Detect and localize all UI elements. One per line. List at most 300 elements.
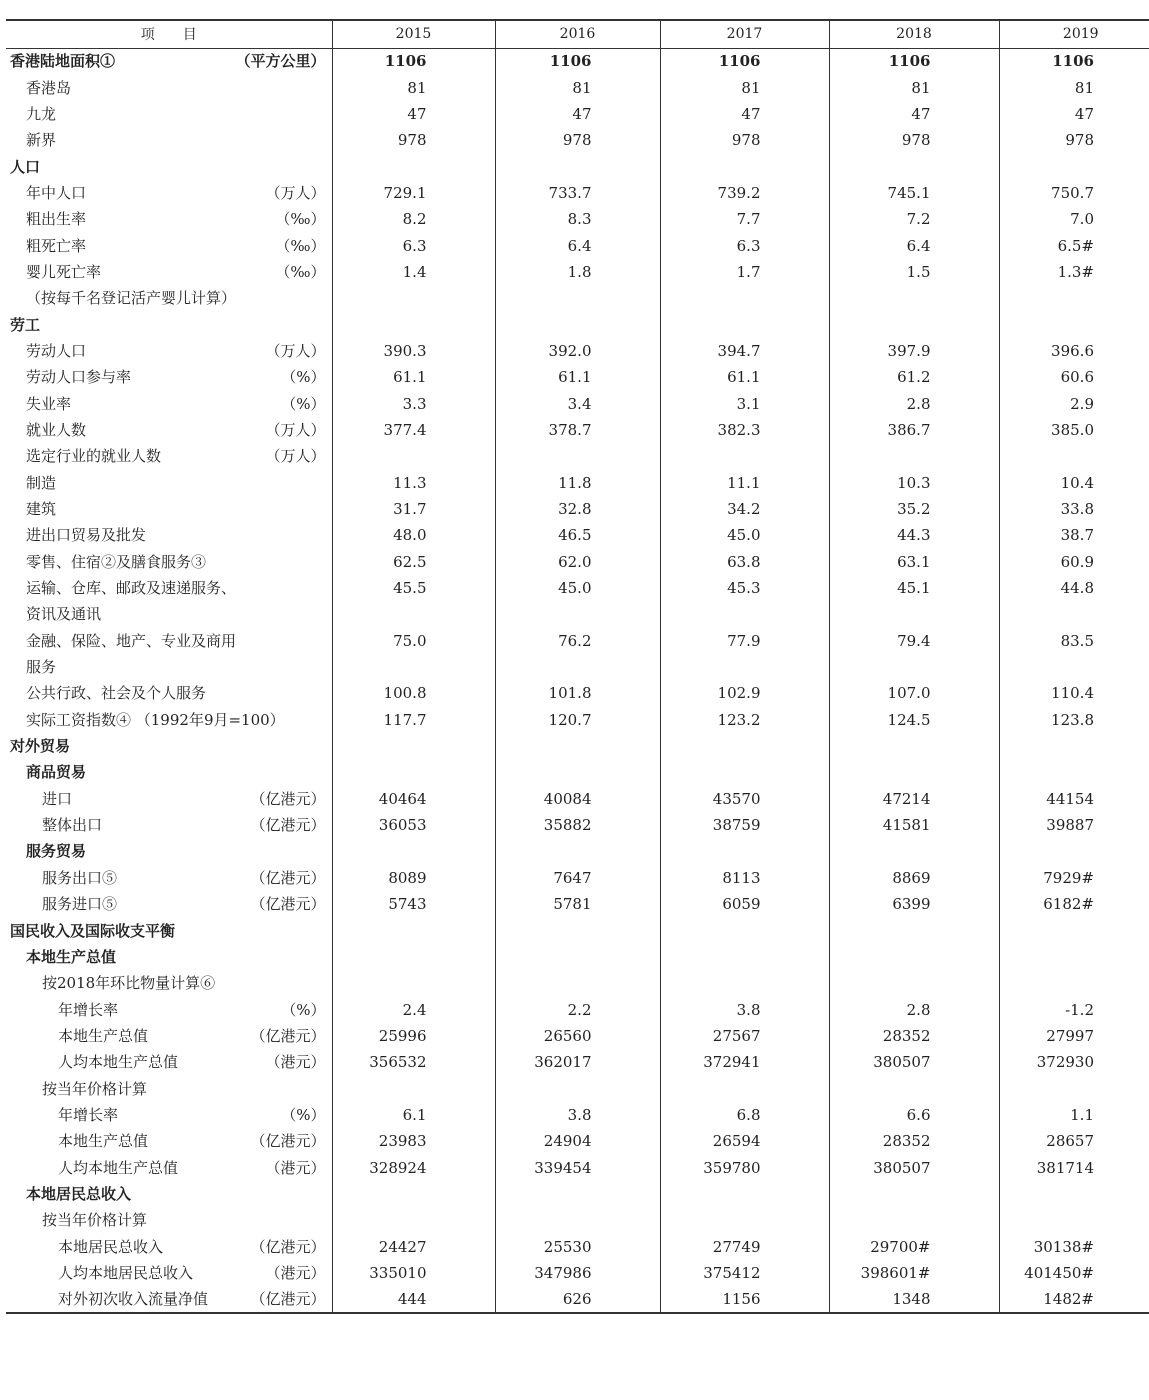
row-label: 人均本地生产总值 <box>58 1158 179 1177</box>
row-label: 按当年价格计算 <box>42 1079 148 1098</box>
value-cell <box>332 1181 495 1207</box>
row-label: 就业人数 <box>26 420 87 439</box>
table-row <box>6 733 1149 759</box>
value-cell <box>829 838 999 864</box>
value-cell: 30138# <box>999 1233 1149 1259</box>
table-row <box>6 74 1149 100</box>
value-cell <box>829 733 999 759</box>
table-row <box>6 232 1149 258</box>
row-label: 人口 <box>10 157 41 176</box>
value-cell <box>495 153 660 179</box>
header-year: 2015 <box>332 20 495 48</box>
value-cell: 978 <box>495 127 660 153</box>
value-cell <box>495 838 660 864</box>
table-row <box>6 1023 1149 1049</box>
value-cell: 6.3 <box>660 232 829 258</box>
table-row <box>6 1075 1149 1101</box>
value-cell: 372941 <box>660 1049 829 1075</box>
table-row <box>6 628 1149 654</box>
row-label: 实际工资指数④ （1992年9月=100） <box>26 710 285 729</box>
value-cell: 61.1 <box>495 364 660 390</box>
value-cell <box>660 1207 829 1233</box>
row-label: 人均本地居民总收入 <box>58 1263 194 1282</box>
row-unit: （万人） <box>265 447 326 466</box>
value-cell <box>829 759 999 785</box>
value-cell: 3.3 <box>332 390 495 416</box>
value-cell <box>999 944 1149 970</box>
row-label-cell <box>6 443 332 469</box>
row-label: 年增长率 <box>58 1000 119 1019</box>
value-cell: 39887 <box>999 812 1149 838</box>
row-unit: （平方公里） <box>235 52 326 71</box>
value-cell: 378.7 <box>495 417 660 443</box>
row-label: 建筑 <box>26 500 57 519</box>
row-label: 制造 <box>26 473 57 492</box>
value-cell <box>999 917 1149 943</box>
value-cell <box>332 153 495 179</box>
value-cell: 8.2 <box>332 206 495 232</box>
row-label: 服务进口⑤ <box>42 895 118 914</box>
value-cell: 62.5 <box>332 549 495 575</box>
table-row <box>6 1181 1149 1207</box>
row-label-cell <box>6 206 332 232</box>
row-label: 运输、仓库、邮政及速递服务、 <box>26 579 237 598</box>
row-label: 进出口贸易及批发 <box>26 526 147 545</box>
table-row <box>6 970 1149 996</box>
value-cell: 2.2 <box>495 996 660 1022</box>
row-label-cell <box>6 549 332 575</box>
value-cell: 398601# <box>829 1260 999 1286</box>
table-row <box>6 891 1149 917</box>
table-row <box>6 285 1149 311</box>
value-cell <box>829 153 999 179</box>
row-label: 商品贸易 <box>26 763 87 782</box>
row-label-cell <box>6 680 332 706</box>
table-row <box>6 601 1149 627</box>
row-label: 对外贸易 <box>10 737 71 756</box>
row-label-cell <box>6 311 332 337</box>
row-label-cell <box>6 1233 332 1259</box>
row-label: 失业率 <box>26 394 72 413</box>
row-label-cell <box>6 390 332 416</box>
value-cell <box>999 285 1149 311</box>
value-cell: 390.3 <box>332 338 495 364</box>
row-unit: （万人） <box>265 183 326 202</box>
value-cell: 81 <box>495 74 660 100</box>
value-cell <box>829 944 999 970</box>
row-label-cell <box>6 338 332 364</box>
value-cell: 35882 <box>495 812 660 838</box>
value-cell: 356532 <box>332 1049 495 1075</box>
value-cell <box>495 944 660 970</box>
row-label: 资讯及通讯 <box>26 605 102 624</box>
value-cell <box>999 1181 1149 1207</box>
row-unit: （%） <box>281 1105 326 1124</box>
table-row <box>6 917 1149 943</box>
value-cell: 33.8 <box>999 496 1149 522</box>
row-label-cell <box>6 707 332 733</box>
value-cell: 1.7 <box>660 259 829 285</box>
value-cell: 40084 <box>495 786 660 812</box>
value-cell <box>495 601 660 627</box>
value-cell: 46.5 <box>495 522 660 548</box>
row-label-cell <box>6 48 332 74</box>
row-label: 服务贸易 <box>26 842 87 861</box>
value-cell: 11.8 <box>495 470 660 496</box>
row-label: 国民收入及国际收支平衡 <box>10 921 176 940</box>
table-row <box>6 575 1149 601</box>
value-cell <box>332 733 495 759</box>
value-cell: 27749 <box>660 1233 829 1259</box>
table-row <box>6 206 1149 232</box>
row-unit: （万人） <box>265 341 326 360</box>
table-row <box>6 48 1149 74</box>
table-row <box>6 838 1149 864</box>
row-label: 年增长率 <box>58 1105 119 1124</box>
value-cell: 107.0 <box>829 680 999 706</box>
value-cell: 745.1 <box>829 180 999 206</box>
row-label: 劳动人口 <box>26 341 87 360</box>
value-cell: 28352 <box>829 1128 999 1154</box>
value-cell: 43570 <box>660 786 829 812</box>
value-cell: 6.5# <box>999 232 1149 258</box>
value-cell: 5781 <box>495 891 660 917</box>
value-cell <box>829 917 999 943</box>
value-cell: 380507 <box>829 1154 999 1180</box>
value-cell: 48.0 <box>332 522 495 548</box>
row-label: 香港岛 <box>26 78 72 97</box>
value-cell: 76.2 <box>495 628 660 654</box>
value-cell <box>829 1181 999 1207</box>
table-row <box>6 390 1149 416</box>
value-cell: 385.0 <box>999 417 1149 443</box>
row-unit: （亿港元） <box>250 789 326 808</box>
row-label-cell <box>6 364 332 390</box>
row-label-cell <box>6 891 332 917</box>
value-cell <box>660 1181 829 1207</box>
value-cell: 3.8 <box>495 1102 660 1128</box>
row-label-cell <box>6 285 332 311</box>
value-cell: 1106 <box>660 48 829 74</box>
value-cell <box>660 601 829 627</box>
row-label: 劳动人口参与率 <box>26 368 132 387</box>
value-cell <box>660 153 829 179</box>
value-cell: 6.6 <box>829 1102 999 1128</box>
value-cell: 47 <box>999 101 1149 127</box>
value-cell: 382.3 <box>660 417 829 443</box>
value-cell <box>495 917 660 943</box>
value-cell: 6.1 <box>332 1102 495 1128</box>
value-cell: -1.2 <box>999 996 1149 1022</box>
value-cell: 444 <box>332 1286 495 1312</box>
value-cell: 377.4 <box>332 417 495 443</box>
value-cell: 1106 <box>999 48 1149 74</box>
value-cell <box>829 601 999 627</box>
value-cell: 339454 <box>495 1154 660 1180</box>
value-cell <box>332 944 495 970</box>
value-cell: 359780 <box>660 1154 829 1180</box>
value-cell: 2.8 <box>829 996 999 1022</box>
value-cell: 47 <box>660 101 829 127</box>
row-unit: （万人） <box>265 420 326 439</box>
value-cell: 32.8 <box>495 496 660 522</box>
table-row <box>6 338 1149 364</box>
value-cell <box>495 759 660 785</box>
value-cell: 978 <box>999 127 1149 153</box>
value-cell: 1.5 <box>829 259 999 285</box>
value-cell: 47 <box>829 101 999 127</box>
table-body <box>6 48 1149 1313</box>
value-cell: 626 <box>495 1286 660 1312</box>
row-label: 人均本地生产总值 <box>58 1053 179 1072</box>
value-cell: 739.2 <box>660 180 829 206</box>
value-cell: 6.3 <box>332 232 495 258</box>
row-unit: （‰） <box>275 210 326 229</box>
row-unit: （港元） <box>265 1158 326 1177</box>
table-row <box>6 311 1149 337</box>
table-row <box>6 417 1149 443</box>
row-unit: （亿港元） <box>250 1132 326 1151</box>
row-unit: （亿港元） <box>250 868 326 887</box>
row-label-cell <box>6 654 332 680</box>
value-cell: 335010 <box>332 1260 495 1286</box>
value-cell: 11.3 <box>332 470 495 496</box>
table-row <box>6 443 1149 469</box>
value-cell: 83.5 <box>999 628 1149 654</box>
value-cell: 75.0 <box>332 628 495 654</box>
row-label-cell <box>6 522 332 548</box>
row-label: 按2018年环比物量计算⑥ <box>42 974 216 993</box>
value-cell: 24427 <box>332 1233 495 1259</box>
row-label-cell <box>6 153 332 179</box>
table-row <box>6 1260 1149 1286</box>
table-row <box>6 180 1149 206</box>
value-cell <box>495 1207 660 1233</box>
value-cell: 110.4 <box>999 680 1149 706</box>
value-cell <box>999 443 1149 469</box>
value-cell: 60.9 <box>999 549 1149 575</box>
header-year: 2019 <box>999 20 1149 48</box>
value-cell: 44154 <box>999 786 1149 812</box>
value-cell <box>495 1075 660 1101</box>
value-cell: 1106 <box>332 48 495 74</box>
value-cell: 47214 <box>829 786 999 812</box>
value-cell <box>332 443 495 469</box>
value-cell: 79.4 <box>829 628 999 654</box>
value-cell: 7929# <box>999 865 1149 891</box>
header-year: 2018 <box>829 20 999 48</box>
value-cell: 380507 <box>829 1049 999 1075</box>
row-label-cell <box>6 759 332 785</box>
value-cell: 1482# <box>999 1286 1149 1312</box>
value-cell <box>999 311 1149 337</box>
row-label-cell <box>6 1023 332 1049</box>
value-cell <box>999 970 1149 996</box>
value-cell: 77.9 <box>660 628 829 654</box>
value-cell: 63.1 <box>829 549 999 575</box>
row-unit: （亿港元） <box>250 1289 326 1308</box>
value-cell: 63.8 <box>660 549 829 575</box>
value-cell: 27997 <box>999 1023 1149 1049</box>
header-year: 2017 <box>660 20 829 48</box>
value-cell <box>332 917 495 943</box>
row-unit: （%） <box>281 394 326 413</box>
value-cell <box>660 311 829 337</box>
value-cell: 123.8 <box>999 707 1149 733</box>
value-cell <box>660 759 829 785</box>
row-label: 按当年价格计算 <box>42 1211 148 1230</box>
value-cell <box>495 443 660 469</box>
value-cell: 6182# <box>999 891 1149 917</box>
value-cell: 34.2 <box>660 496 829 522</box>
value-cell: 47 <box>495 101 660 127</box>
row-label-cell <box>6 601 332 627</box>
value-cell: 31.7 <box>332 496 495 522</box>
row-unit: （亿港元） <box>250 1237 326 1256</box>
value-cell <box>495 970 660 996</box>
value-cell: 26560 <box>495 1023 660 1049</box>
value-cell <box>999 759 1149 785</box>
value-cell: 120.7 <box>495 707 660 733</box>
row-label-cell <box>6 865 332 891</box>
value-cell: 10.3 <box>829 470 999 496</box>
value-cell: 1348 <box>829 1286 999 1312</box>
value-cell: 1.4 <box>332 259 495 285</box>
row-label-cell <box>6 970 332 996</box>
row-label-cell <box>6 101 332 127</box>
value-cell: 24904 <box>495 1128 660 1154</box>
row-label: 服务 <box>26 658 57 677</box>
value-cell: 3.8 <box>660 996 829 1022</box>
value-cell <box>660 654 829 680</box>
row-label-cell <box>6 917 332 943</box>
value-cell <box>829 311 999 337</box>
value-cell <box>829 970 999 996</box>
value-cell: 6.4 <box>829 232 999 258</box>
row-label-cell <box>6 1075 332 1101</box>
value-cell: 396.6 <box>999 338 1149 364</box>
value-cell: 38.7 <box>999 522 1149 548</box>
value-cell: 62.0 <box>495 549 660 575</box>
table-row <box>6 153 1149 179</box>
row-label-cell <box>6 575 332 601</box>
value-cell <box>660 970 829 996</box>
value-cell: 729.1 <box>332 180 495 206</box>
row-label-cell <box>6 1049 332 1075</box>
statistics-table <box>6 19 1149 1314</box>
value-cell: 6399 <box>829 891 999 917</box>
row-label-cell <box>6 180 332 206</box>
value-cell: 45.0 <box>495 575 660 601</box>
row-label: 公共行政、社会及个人服务 <box>26 684 207 703</box>
table-row <box>6 654 1149 680</box>
value-cell: 394.7 <box>660 338 829 364</box>
value-cell <box>495 654 660 680</box>
value-cell: 386.7 <box>829 417 999 443</box>
row-label: 新界 <box>26 131 57 150</box>
row-label: 整体出口 <box>42 816 103 835</box>
value-cell: 101.8 <box>495 680 660 706</box>
header-row <box>6 20 1149 48</box>
table-row <box>6 1154 1149 1180</box>
row-label-cell <box>6 1154 332 1180</box>
table-row <box>6 1128 1149 1154</box>
table-row <box>6 549 1149 575</box>
value-cell: 1.1 <box>999 1102 1149 1128</box>
row-label-cell <box>6 838 332 864</box>
row-label-cell <box>6 1207 332 1233</box>
value-cell: 3.4 <box>495 390 660 416</box>
value-cell: 117.7 <box>332 707 495 733</box>
header-year: 2016 <box>495 20 660 48</box>
value-cell <box>999 601 1149 627</box>
value-cell: 8.3 <box>495 206 660 232</box>
row-label-cell <box>6 628 332 654</box>
row-label: 本地生产总值 <box>58 1132 149 1151</box>
value-cell <box>660 733 829 759</box>
value-cell <box>332 759 495 785</box>
value-cell <box>829 285 999 311</box>
value-cell: 47 <box>332 101 495 127</box>
table-row <box>6 522 1149 548</box>
value-cell: 2.4 <box>332 996 495 1022</box>
row-unit: （港元） <box>265 1053 326 1072</box>
row-label-cell <box>6 127 332 153</box>
value-cell: 10.4 <box>999 470 1149 496</box>
value-cell: 123.2 <box>660 707 829 733</box>
value-cell: 328924 <box>332 1154 495 1180</box>
value-cell: 3.1 <box>660 390 829 416</box>
value-cell: 25996 <box>332 1023 495 1049</box>
table-row <box>6 1049 1149 1075</box>
value-cell <box>660 838 829 864</box>
value-cell: 102.9 <box>660 680 829 706</box>
row-label-cell <box>6 1286 332 1312</box>
value-cell: 2.8 <box>829 390 999 416</box>
row-label-cell <box>6 232 332 258</box>
value-cell: 2.9 <box>999 390 1149 416</box>
row-label: 香港陆地面积① <box>10 52 116 71</box>
value-cell <box>999 153 1149 179</box>
value-cell: 401450# <box>999 1260 1149 1286</box>
value-cell: 7.0 <box>999 206 1149 232</box>
row-label-cell <box>6 944 332 970</box>
value-cell <box>829 443 999 469</box>
table-row <box>6 127 1149 153</box>
table-row <box>6 996 1149 1022</box>
value-cell: 1106 <box>829 48 999 74</box>
row-unit: （亿港元） <box>250 895 326 914</box>
value-cell <box>660 1075 829 1101</box>
table-row <box>6 101 1149 127</box>
value-cell <box>332 601 495 627</box>
table-row <box>6 1102 1149 1128</box>
value-cell: 1156 <box>660 1286 829 1312</box>
value-cell: 26594 <box>660 1128 829 1154</box>
value-cell: 1.3# <box>999 259 1149 285</box>
value-cell: 124.5 <box>829 707 999 733</box>
value-cell <box>999 1075 1149 1101</box>
value-cell <box>332 311 495 337</box>
value-cell <box>332 285 495 311</box>
value-cell: 375412 <box>660 1260 829 1286</box>
row-label-cell <box>6 812 332 838</box>
table-row <box>6 259 1149 285</box>
value-cell: 61.2 <box>829 364 999 390</box>
row-unit: （%） <box>281 368 326 387</box>
row-label-cell <box>6 996 332 1022</box>
value-cell <box>999 1207 1149 1233</box>
